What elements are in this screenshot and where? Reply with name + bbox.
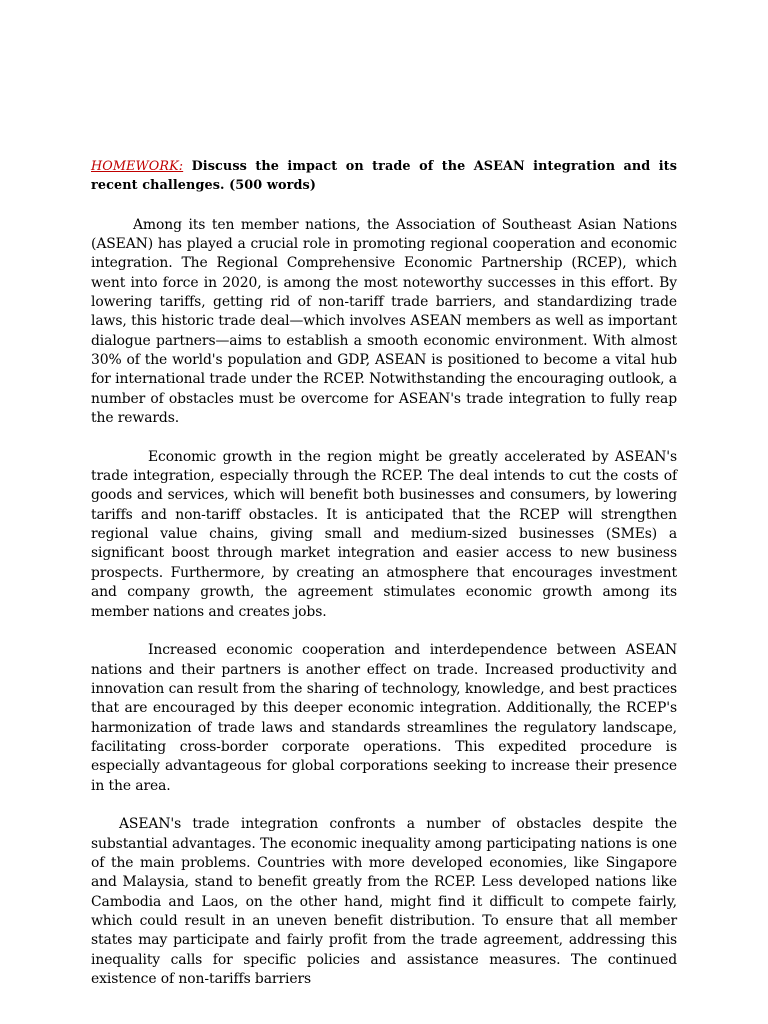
homework-heading	[91, 157, 677, 196]
paragraph-2: Economic growth in the region might be greatly accelerated by ASEAN's trade integration, especially through the RCEP. The deal intends to cut the costs of goods and services, which will benefit both businesses and consumers, by lowering tariffs and non-tariff obstacles. It is anticipated that the RCEP will strengthen regional value chains, giving small and medium-sized businesses (SMEs) a significant boost through market integration and easier access to new business prospects. Furthermore, by creating an atmosphere that encourages investment and company growth, the agreement stimulates economic growth among its member nations and creates jobs.	[91, 448, 677, 620]
homework-label: HOMEWORK:	[91, 159, 184, 174]
paragraph-4: ASEAN's trade integration confronts a number of obstacles despite the substantial advantages. The economic inequality among participating nations is one of the main problems. Countries with more developed economies, like Singapore and Malaysia, stand to benefit greatly from the RCEP. Less developed nations like Cambodia and Laos, on the other hand, might find it difficult to compete fairly, which could result in an uneven benefit distribution. To ensure that all member states may participate and fairly profit from the trade agreement, addressing this inequality calls for specific policies and assistance measures. The continued existence of non-tariffs barriers	[91, 816, 677, 988]
homework-prompt: Discuss the impact on trade of the ASEAN integration and its recent challenges. (500 words)	[91, 159, 678, 194]
paragraph-3: Increased economic cooperation and interdependence between ASEAN nations and their partners is another effect on trade. Increased productivity and innovation can result from the sharing of technology, knowledge, and best practices that are encouraged by this deeper economic integration. Additionally, the RCEP's harmonization of trade laws and standards streamlines the regulatory landscape, facilitating cross-border corporate operations. This expedited procedure is especially advantageous for global corporations seeking to increase their presence in the area.	[91, 642, 677, 794]
paragraph-1: Among its ten member nations, the Association of Southeast Asian Nations (ASEAN) has played a crucial role in promoting regional cooperation and economic integration. The Regional Comprehensive Economic Partnership (RCEP), which went into force in 2020, is among the most noteworthy successes in this effort. By lowering tariffs, getting rid of non-tariff trade barriers, and standardizing trade laws, this historic trade deal—which involves ASEAN members as well as important dialogue partners—aims to establish a smooth economic environment. With almost 30% of the world's population and GDP, ASEAN is positioned to become a vital hub for international trade under the RCEP. Notwithstanding the encouraging outlook, a number of obstacles must be overcome for ASEAN's trade integration to fully reap the rewards.	[91, 216, 677, 427]
document-body	[91, 157, 677, 1009]
